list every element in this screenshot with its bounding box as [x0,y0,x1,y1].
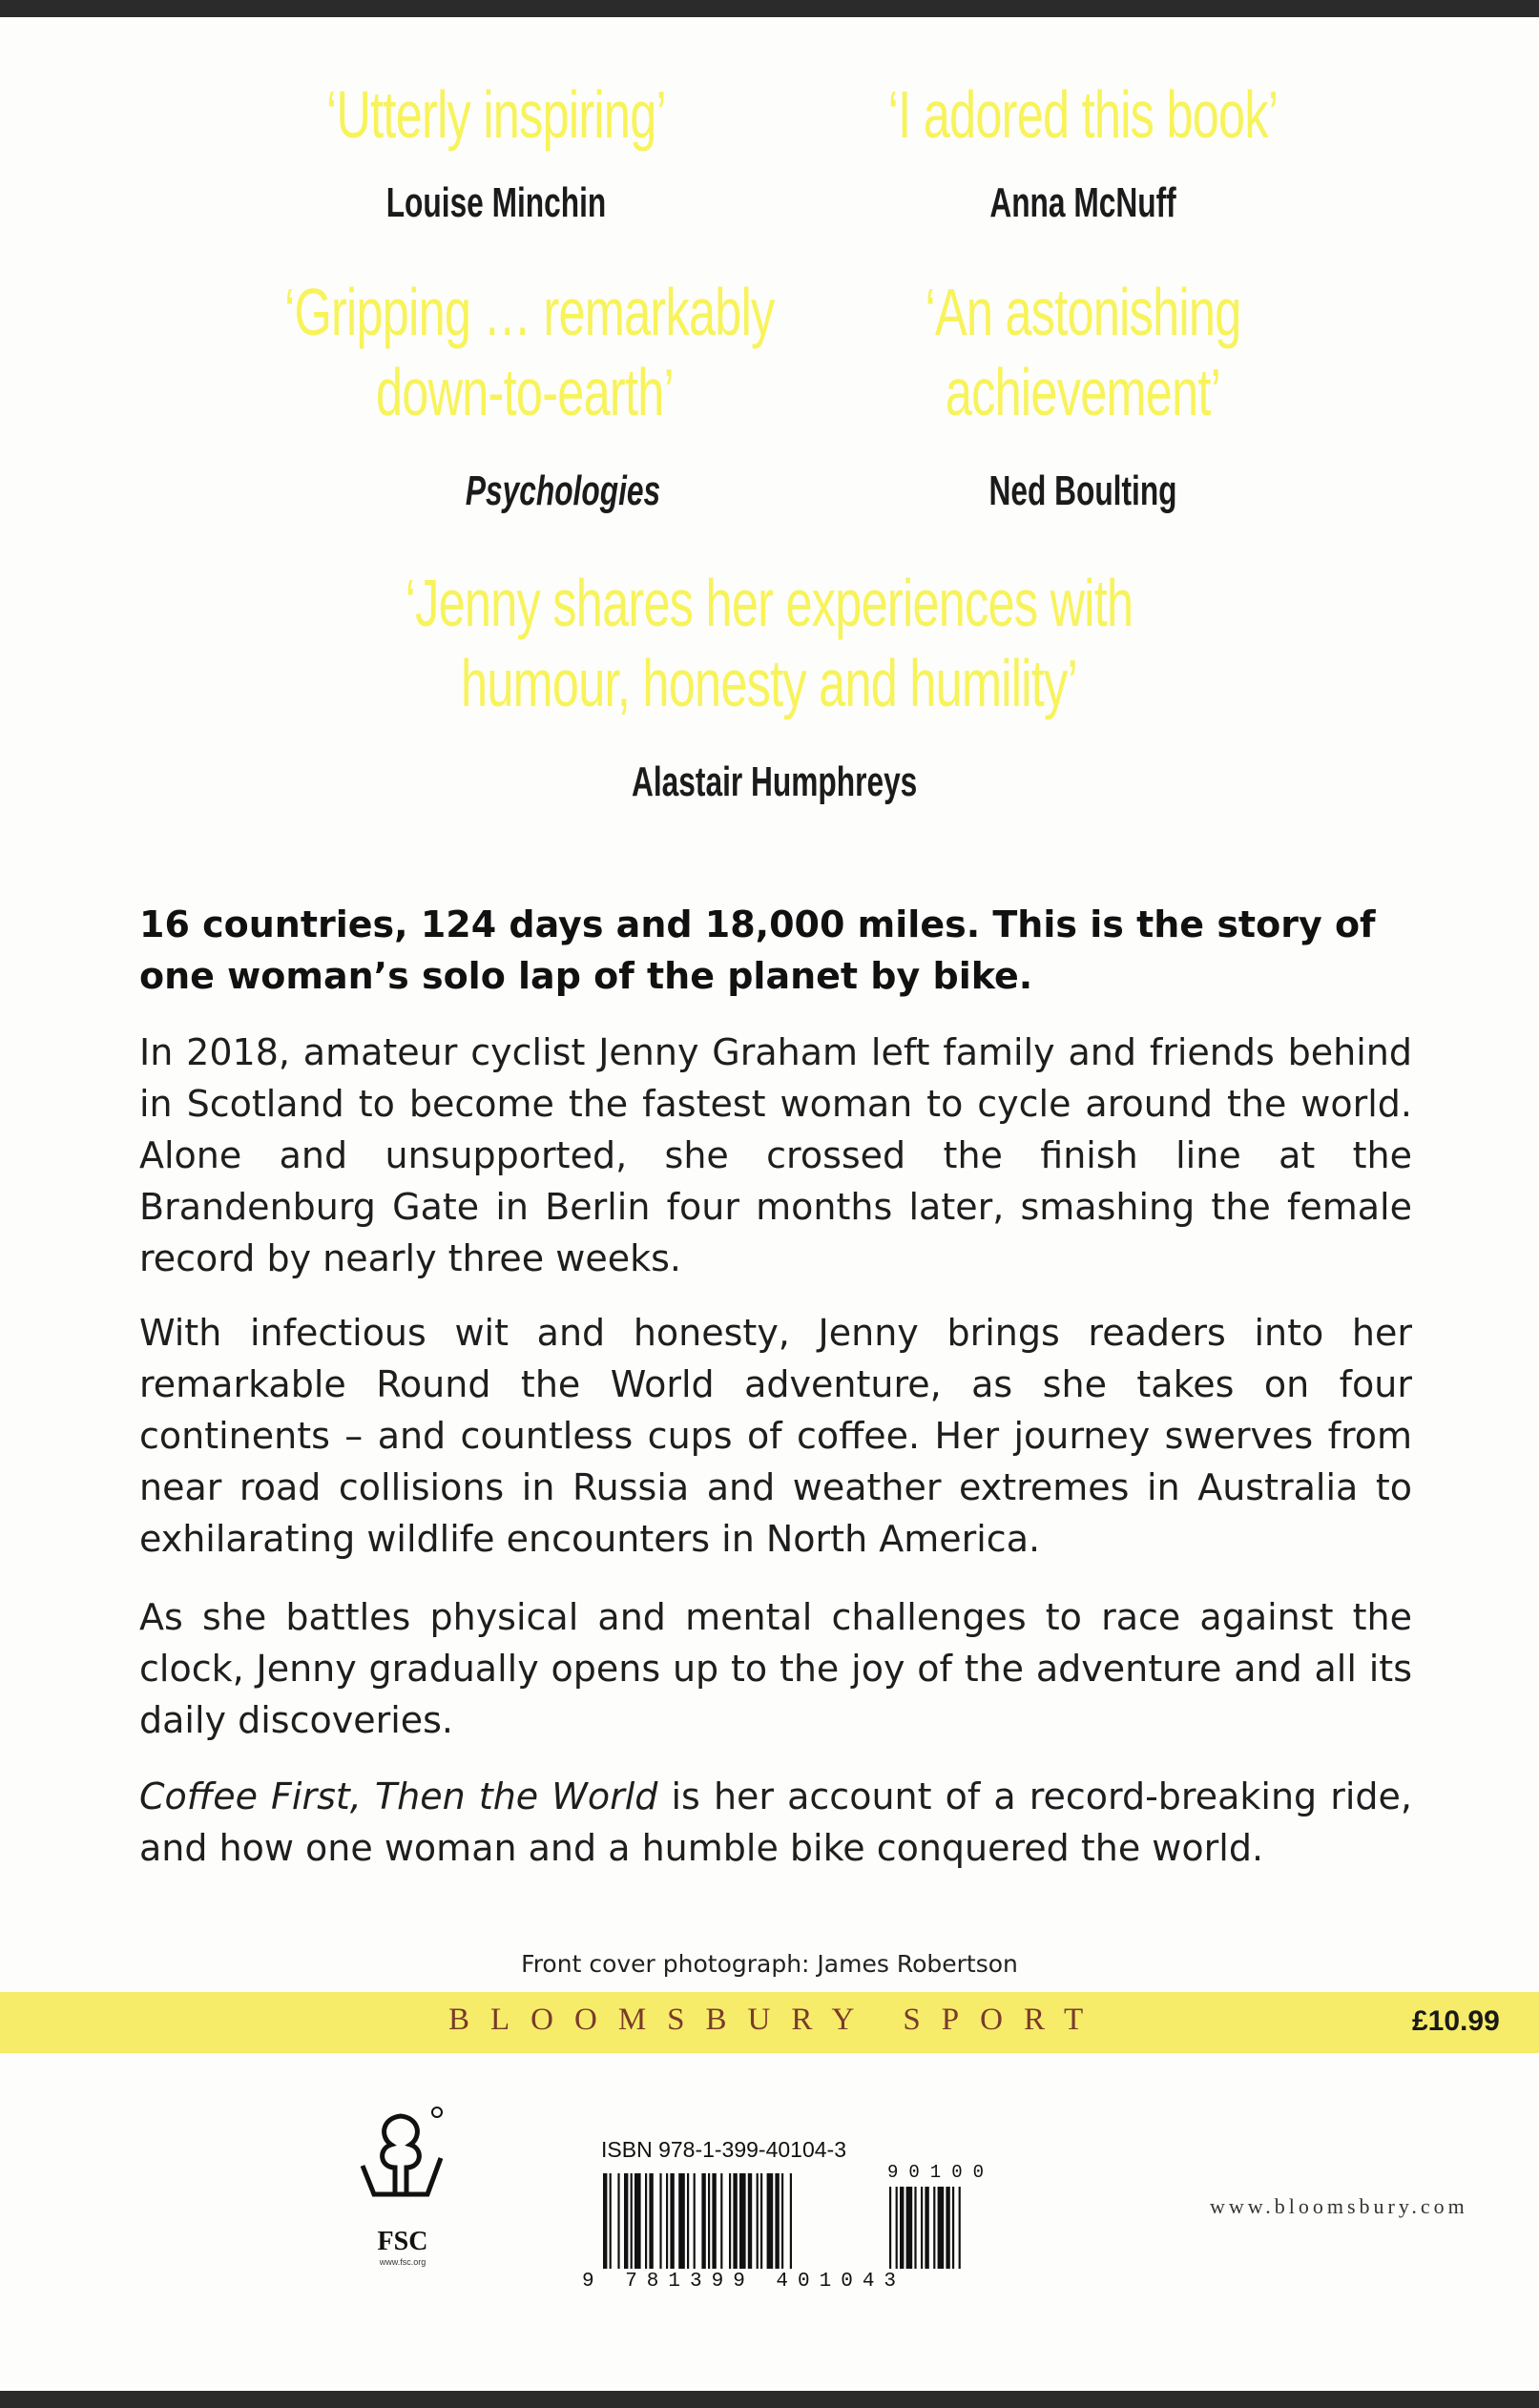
blurb-paragraph-4 [139,1771,1412,1874]
quote-5-line-1: ‘Jenny shares her experiences with [405,566,1133,640]
isbn-number: ISBN 978-1-399-40104-3 [601,2137,846,2162]
barcode-addon-digits: 90100 [887,2162,995,2183]
fsc-url: www.fsc.org [379,2257,426,2267]
quote-2-attribution: Anna McNuff [989,179,1176,226]
bottom-edge [0,2391,1539,2408]
quote-3-attribution: Psychologies [465,467,661,514]
publisher-name: BLOOMSBURY SPORT [448,2003,1105,2037]
quote-3-line-1: ‘Gripping … remarkably [284,275,775,349]
blurb-paragraph-1: In 2018, amateur cyclist Jenny Graham left family and friends behind in Scotland to become the fastest woman to cycle around the world. Alone and unsupported, she crossed the finish line at the Brandenburg Gate in Berlin four months later, smashing the female record by nearly three weeks. [139,1031,1412,1279]
quote-4-line-2: achievement’ [945,355,1221,429]
quote-1: ‘Utterly inspiring’ [325,77,667,152]
quote-4 [877,272,1289,432]
fsc-label: FSC [377,2227,428,2256]
cover-photo-credit: Front cover photograph: James Robertson [521,1950,1018,1978]
blurb-lead: 16 countries, 124 days and 18,000 miles. This is the story of one woman’s solo lap of the planet by bike. [139,903,1376,997]
quote-2: ‘I adored this book’ [887,77,1279,152]
quote-1-attribution: Louise Minchin [385,179,607,226]
blurb-paragraph-4-text: is her account of a record-breaking ride, and how one woman and a humble bike conquered the world. [139,1775,1413,1869]
quote-4-line-1: ‘An astonishing [925,275,1241,349]
fsc-tree-icon [353,2099,448,2223]
blurb-paragraph-3: As she battles physical and mental challenges to race against the clock, Jenny gradually opens up to the joy of the adventure and all its daily discoveries. [139,1596,1412,1741]
price: £10.99 [1412,2005,1500,2037]
quote-5 [357,563,1181,723]
barcode-digits: 9 781399 401043 [582,2271,906,2293]
quote-4-attribution: Ned Boulting [988,467,1177,514]
quote-3-line-2: down-to-earth’ [375,355,675,429]
book-title: Coffee First, Then the World [139,1775,658,1817]
quote-5-attribution: Alastair Humphreys [632,758,918,805]
top-edge [0,0,1539,17]
barcode-icon [603,2173,1004,2269]
quote-5-line-2: humour, honesty and humility’ [461,646,1077,720]
publisher-website: www.bloomsbury.com [1210,2194,1468,2218]
quote-3 [284,272,775,432]
blurb-paragraph-2: With infectious wit and honesty, Jenny brings readers into her remarkable Round the World adventure, as she takes on four continents – and countless cups of coffee. Her journey swerves from near road collisions in Russia and weather extremes in Australia to exhilarating wildlife encounters in North America. [139,1312,1412,1560]
